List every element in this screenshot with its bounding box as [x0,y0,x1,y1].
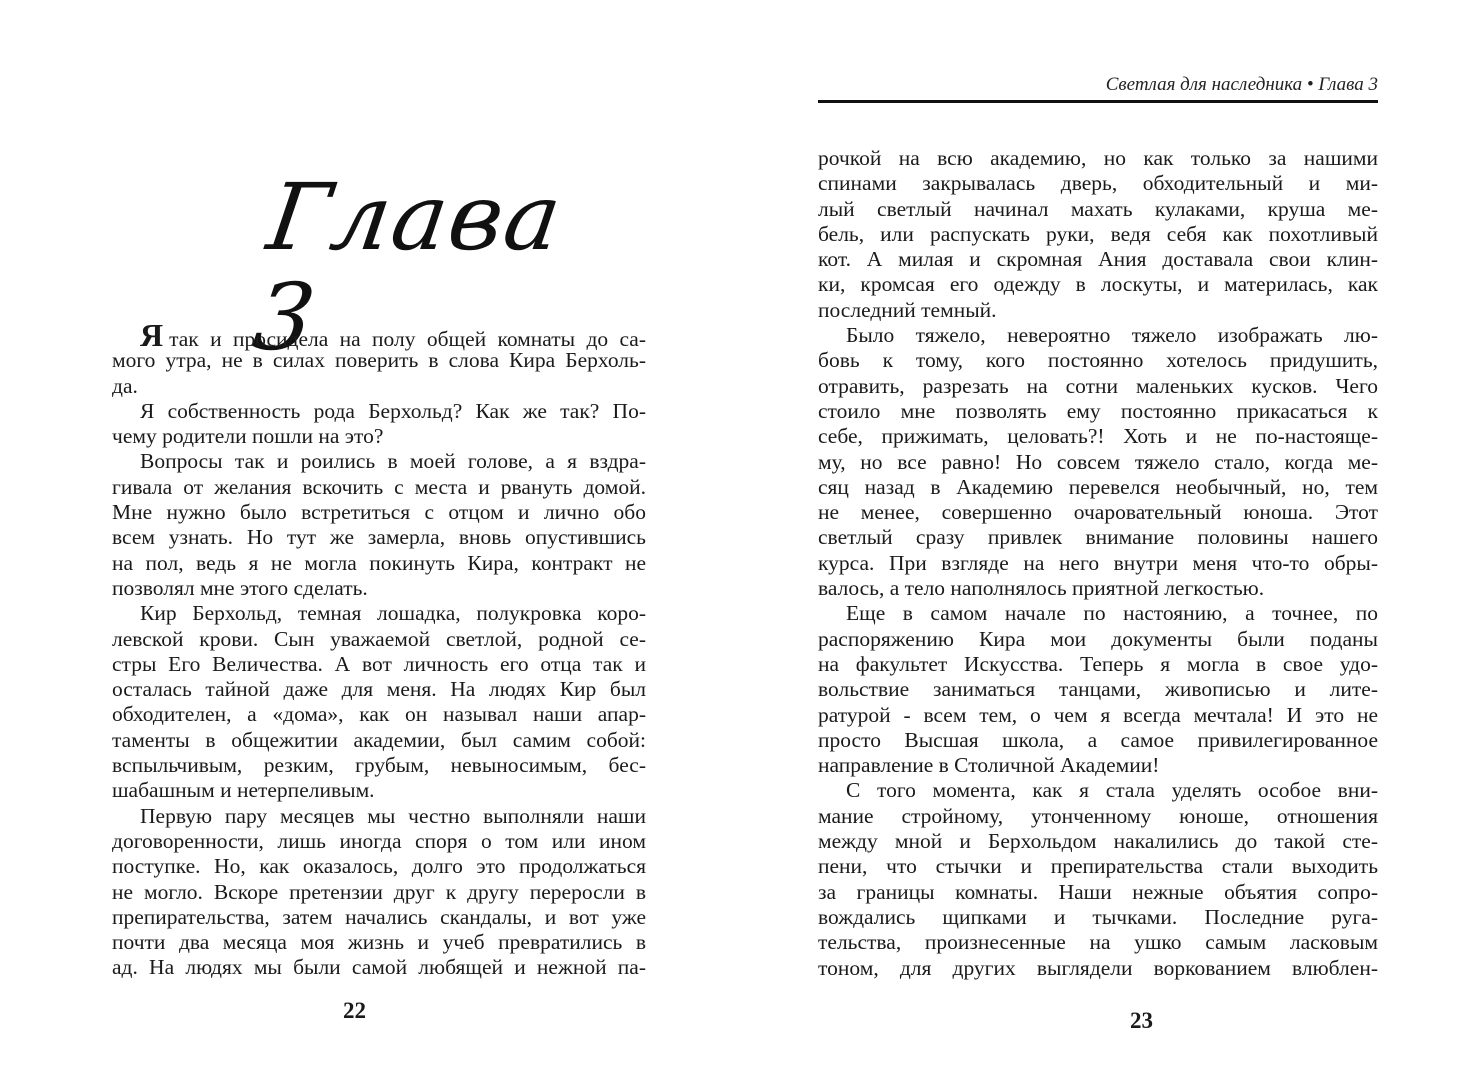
line-text: мание стройному, утонченному юноше, отношения [818,803,1378,828]
text-line [112,500,646,525]
line-text: стоило мне позволять ему постоянно прикасаться к [818,398,1378,423]
text-line [112,317,646,353]
line-text: Первую пару месяцев мы честно выполняли наши [140,803,646,828]
line-text: Кир Берхольд, темная лошадка, полукровка коро- [140,601,646,626]
line-text: шабашным и нетерпеливым. [112,778,375,803]
line-text: чему родители пошли на это? [112,424,384,449]
line-text: ад. На людях мы были самой любящей и нежной па- [112,955,646,980]
line-text: светлый сразу привлек внимание половины нашего [818,525,1378,550]
line-text: Еще в самом начале по настоянию, а точнее, по [846,601,1378,626]
text-line [818,930,1378,955]
text-line [818,728,1378,753]
text-line [818,272,1378,297]
text-line [818,450,1378,475]
text-line [112,475,646,500]
text-line [112,374,646,399]
text-line [112,955,646,980]
line-text: ки, кромсая его одежду в лоскуты, и материлась, как [818,272,1378,297]
line-text: всем узнать. Но тут же замерла, вновь опустившись [112,525,646,550]
text-line [818,197,1378,222]
text-line [818,475,1378,500]
text-line [112,348,646,373]
text-line [818,677,1378,702]
text-line [818,348,1378,373]
text-line [112,905,646,930]
line-text: осталась тайной даже для меня. На людях Кир был [112,677,646,702]
line-text: вольствие заниматься танцами, живописью и лите- [818,677,1378,702]
text-line [112,728,646,753]
text-line [112,551,646,576]
text-line [818,298,1378,323]
drop-cap: Я [140,317,164,353]
line-text: С того момента, как я стала уделять особое вни- [846,778,1378,803]
line-text: на факультет Искусства. Теперь я могла в свое удо- [818,651,1378,676]
text-line [112,677,646,702]
text-line [112,449,646,474]
line-text: гивала от желания вскочить с места и рвануть домой. [112,474,646,499]
text-line [818,778,1378,803]
line-text: ратурой - всем тем, о чем я всегда мечтала! И это не [818,702,1378,727]
chapter-title: Глава 3 [247,164,570,371]
line-text: на пол, ведь я не могла покинуть Кира, контракт не [112,550,646,575]
right-page [728,0,1457,1080]
text-line [112,880,646,905]
line-text: вспыльчивым, резким, грубым, невыносимым, бес- [112,753,646,778]
text-line [818,804,1378,829]
page-number-left: 22 [343,998,366,1023]
line-text: курса. При взгляде на него внутри меня что-то обры- [818,550,1378,575]
line-text: последний темный. [818,297,997,322]
text-line [818,627,1378,652]
header-rule [818,100,1378,103]
text-line [818,146,1378,171]
line-text: му, но все равно! Но совсем тяжело стало, когда ме- [818,449,1378,474]
line-text: поступке. Но, как оказалось, долго это продолжаться [112,854,646,879]
line-text: сяц назад в Академию перевелся необычный, но, тем [818,474,1378,499]
text-line [818,601,1378,626]
line-text: просто Высшая школа, а самое привилегированное [818,727,1378,752]
line-text: почти два месяца моя жизнь и учеб превратились в [112,930,646,955]
text-line [818,323,1378,348]
left-page-body [112,317,646,981]
text-line [818,374,1378,399]
text-line [112,854,646,879]
line-text: бовь к тому, кого постоянно хотелось придушить, [818,348,1378,373]
text-line [112,525,646,550]
left-page [0,0,728,1080]
right-page-body [818,146,1378,981]
text-line [818,753,1378,778]
text-line [112,652,646,677]
line-text: Вопросы так и роились в моей голове, а я вздра- [140,449,646,474]
text-line [818,956,1378,981]
text-line [818,854,1378,879]
line-text: договоренности, лишь иногда споря о том или ином [112,828,646,853]
text-line [112,601,646,626]
line-text: вождались щипками и тычками. Последние руга- [818,904,1378,929]
text-line [112,576,646,601]
text-line [818,829,1378,854]
text-line [112,930,646,955]
line-text: обходителен, а «дома», как он называл наши апар- [112,702,646,727]
text-line [818,525,1378,550]
line-text: кот. А милая и скромная Ания доставала свои клин- [818,247,1378,272]
running-header: Светлая для наследника • Глава 3 [1105,74,1378,95]
text-line [112,829,646,854]
text-line [112,753,646,778]
line-text: валось, а тело наполнялось приятной легкостью. [818,576,1265,601]
text-line [818,551,1378,576]
line-text: Мне нужно было встретиться с отцом и лично обо [112,500,646,525]
text-line [112,778,646,803]
text-line [112,399,646,424]
line-text: Я собственность рода Берхольд? Как же так? По- [140,398,646,423]
text-line [818,500,1378,525]
text-line [818,905,1378,930]
text-line [818,880,1378,905]
text-line [818,576,1378,601]
line-text: между мной и Берхольдом накалились до такой сте- [818,829,1378,854]
line-text: тоном, для других выглядели воркованием влюблен- [818,955,1378,980]
page-number-right: 23 [1130,1008,1153,1033]
text-line [112,424,646,449]
text-line [818,399,1378,424]
line-text: мого утра, не в силах поверить в слова Кира Берхоль- [112,348,646,373]
line-text: позволял мне этого сделать. [112,575,368,600]
line-text: себе, прижимать, целовать?! Хоть и не по-настояще- [818,424,1378,449]
line-text: таменты в общежитии академии, был самим собой: [112,727,646,752]
line-text: бель, или распускать руки, ведя себя как похотливый [818,221,1378,246]
text-line [818,652,1378,677]
line-text: тельства, произнесенные на ушко самым ласковым [818,930,1378,955]
line-text: распоряжению Кира мои документы были поданы [818,626,1378,651]
text-line [112,804,646,829]
line-text: стры Его Величества. А вот личность его отца так и [112,651,646,676]
line-text: препирательства, затем начались скандалы, и вот уже [112,904,646,929]
line-text: лый светлый начинал махать кулаками, круша ме- [818,196,1378,221]
text-line [818,171,1378,196]
text-line [818,703,1378,728]
line-text: рочкой на всю академию, но как только за нашими [818,146,1378,170]
line-text: Было тяжело, невероятно тяжело изображать лю- [846,323,1378,348]
line-text: да. [112,373,138,398]
line-text: левской крови. Сын уважаемой светлой, родной се- [112,626,646,651]
line-text: не менее, совершенно очаровательный юноша. Этот [818,500,1378,525]
text-line [112,627,646,652]
text-line [818,247,1378,272]
line-text: направление в Столичной Академии! [818,753,1160,778]
text-line [818,424,1378,449]
line-text: спинами закрывалась дверь, обходительный и ми- [818,171,1378,196]
text-line [818,222,1378,247]
line-text: отравить, разрезать на сотни маленьких кусков. Чего [818,373,1378,398]
line-text: за границы комнаты. Наши нежные объятия сопро- [818,879,1378,904]
line-text: пени, что стычки и препирательства стали выходить [818,854,1378,879]
line-text: не могло. Вскоре претензии друг к другу переросли в [112,879,646,904]
text-line [112,702,646,727]
line-text: так и просидела на полу общей комнаты до са- [169,327,646,351]
